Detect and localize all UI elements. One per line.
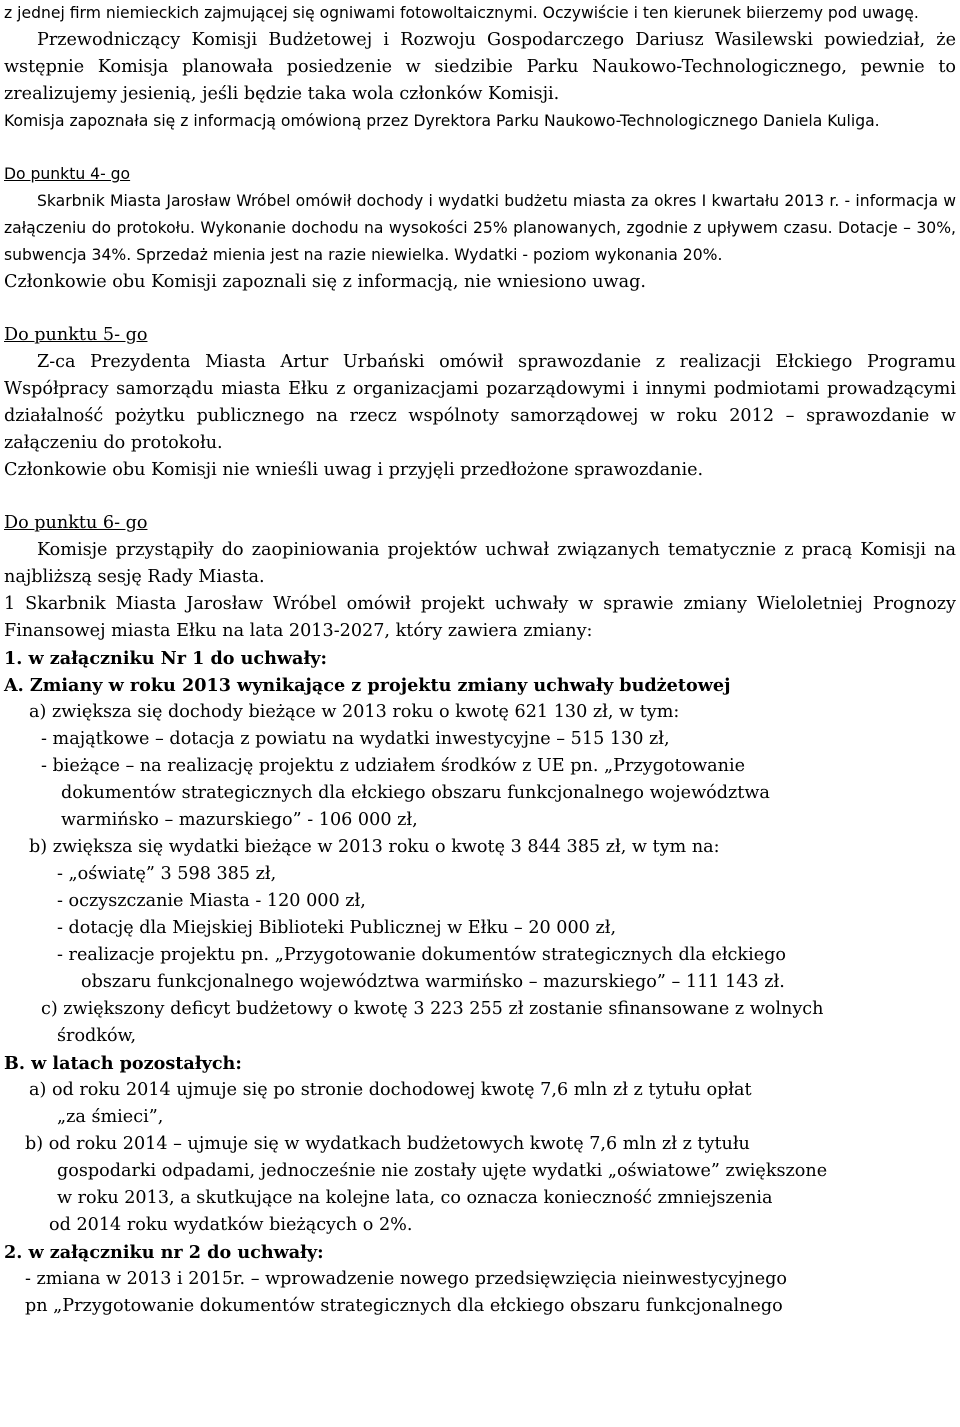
attachment-2-line-1: - zmiana w 2013 i 2015r. – wprowadzenie nowego przedsięwzięcia nieinwestycyjnego	[25, 1269, 788, 1289]
list-item-a-2-line-3: warmińsko – mazurskiego” - 106 000 zł,	[61, 810, 418, 830]
list-item-b-4-line-1: - realizacje projektu pn. „Przygotowanie dokumentów strategicznych dla ełckiego	[57, 945, 786, 965]
section-4-text: Skarbnik Miasta Jarosław Wróbel omówił dochody i wydatki budżetu miasta za okres I kwartału 2013 r. - informacja w załączeniu do protokołu. Wykonanie dochodu na wysokości 25% planowanych, zgodnie z upływem czasu. Dotacje – 30%, subwencja 34%. Sprzedaż mienia jest na razie niewielka. Wydatki - poziom wykonania 20%.	[4, 192, 956, 264]
list-item-b-2: - oczyszczanie Miasta - 120 000 zł,	[57, 891, 366, 911]
part-b-item-b-line-3: w roku 2013, a skutkujące na kolejne lata, co oznacza konieczność zmniejszenia	[57, 1188, 773, 1208]
attachment-2-heading: 2. w załączniku nr 2 do uchwały:	[4, 1242, 324, 1263]
spacer	[4, 135, 956, 161]
list-item-a-2-line-2: dokumentów strategicznych dla ełckiego obszaru funkcjonalnego województwa	[61, 783, 770, 803]
section-6-heading: Do punktu 6- go	[4, 513, 148, 533]
attachment-1-heading: 1. w załączniku Nr 1 do uchwały:	[4, 648, 327, 669]
intro-paragraph-1: Przewodniczący Komisji Budżetowej i Rozwoju Gospodarczego Dariusz Wasilewski powiedział, że wstępnie Komisja planowała posiedzenie w siedzibie Parku Naukowo-Technologicznego, pewnie to zrealizujemy jesienią, jeśli będzie taka wola członków Komisji.	[4, 30, 956, 104]
list-item-a: a) zwiększa się dochody bieżące w 2013 roku o kwotę 621 130 zł, w tym:	[29, 702, 680, 722]
part-b-heading: B. w latach pozostałych:	[4, 1053, 242, 1074]
section-5-text: Z-ca Prezydenta Miasta Artur Urbański omówił sprawozdanie z realizacji Ełckiego Programu Współpracy samorządu miasta Ełku z organizacjami pozarządowymi i innymi podmiotami prowadzącymi działalność pożytku publicznego na rzecz wspólnoty samorządowej w roku 2012 – sprawozdanie w załączeniu do protokołu.	[4, 352, 956, 453]
part-a-heading: A. Zmiany w roku 2013 wynikające z projektu zmiany uchwały budżetowej	[4, 675, 731, 696]
section-5-conclusion: Członkowie obu Komisji nie wnieśli uwag i przyjęli przedłożone sprawozdanie.	[4, 460, 704, 480]
list-item-a-2-line-1: - bieżące – na realizację projektu z udziałem środków z UE pn. „Przygotowanie	[41, 756, 746, 776]
part-b-item-a-line-2: „za śmieci”,	[57, 1107, 164, 1127]
attachment-2-line-2: pn „Przygotowanie dokumentów strategicznych dla ełckiego obszaru funkcjonalnego	[25, 1296, 783, 1316]
section-5-heading: Do punktu 5- go	[4, 325, 148, 345]
section-4-heading: Do punktu 4- go	[4, 165, 131, 183]
list-item-b-4-line-2: obszaru funkcjonalnego województwa warmińsko – mazurskiego” – 111 143 zł.	[81, 972, 785, 992]
document-page	[4, 0, 956, 1320]
list-item-a-1: - majątkowe – dotacja z powiatu na wydatki inwestycyjne – 515 130 zł,	[41, 729, 670, 749]
spacer	[4, 296, 956, 322]
intro-line-top: z jednej firm niemieckich zajmującej się ogniwami fotowoltaicznymi. Oczywiście i ten kierunek biierzemy pod uwagę.	[4, 4, 919, 22]
section-6-item-1: 1 Skarbnik Miasta Jarosław Wróbel omówił projekt uchwały w sprawie zmiany Wieloletniej Prognozy Finansowej miasta Ełku na lata 2013-2027, który zawiera zmiany:	[4, 594, 956, 641]
section-4-conclusion: Członkowie obu Komisji zapoznali się z informacją, nie wniesiono uwag.	[4, 272, 646, 292]
section-6-text: Komisje przystąpiły do zaopiniowania projektów uchwał związanych tematycznie z pracą Komisji na najbliższą sesję Rady Miasta.	[4, 540, 956, 587]
list-item-b-3: - dotację dla Miejskiej Biblioteki Publicznej w Ełku – 20 000 zł,	[57, 918, 617, 938]
spacer	[4, 484, 956, 510]
part-b-item-b-line-2: gospodarki odpadami, jednocześnie nie zostały ujęte wydatki „oświatowe” zwiększone	[57, 1161, 828, 1181]
part-b-item-b-line-1: b) od roku 2014 – ujmuje się w wydatkach budżetowych kwotę 7,6 mln zł z tytułu	[25, 1134, 750, 1154]
list-item-c-line-2: środków,	[57, 1026, 137, 1046]
part-b-item-a-line-1: a) od roku 2014 ujmuje się po stronie dochodowej kwotę 7,6 mln zł z tytułu opłat	[29, 1080, 752, 1100]
list-item-b: b) zwiększa się wydatki bieżące w 2013 roku o kwotę 3 844 385 zł, w tym na:	[29, 837, 720, 857]
part-b-item-b-line-4: od 2014 roku wydatków bieżących o 2%.	[49, 1215, 413, 1235]
list-item-b-1: - „oświatę” 3 598 385 zł,	[57, 864, 277, 884]
intro-paragraph-2: Komisja zapoznała się z informacją omówioną przez Dyrektora Parku Naukowo-Technologicznego Daniela Kuliga.	[4, 112, 880, 130]
list-item-c-line-1: c) zwiększony deficyt budżetowy o kwotę 3 223 255 zł zostanie sfinansowane z wolnych	[41, 999, 824, 1019]
